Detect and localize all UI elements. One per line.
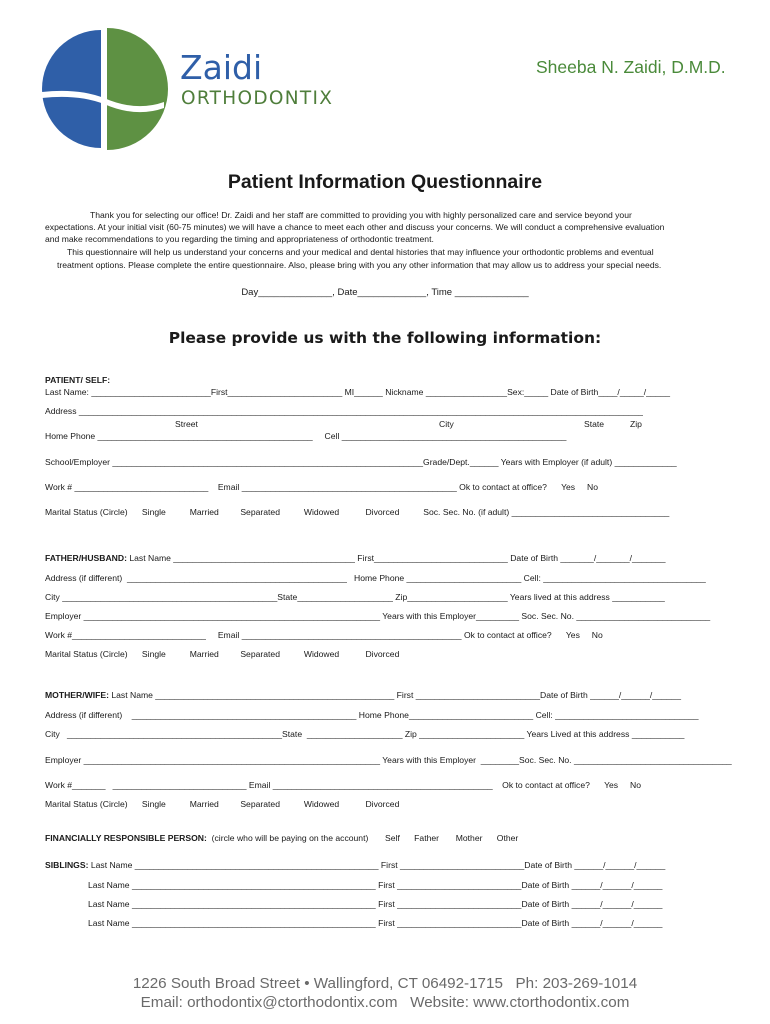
address-zip-label: Zip <box>630 419 642 429</box>
patient-marital-row[interactable]: Marital Status (Circle) Single Married Separated Widowed Divorced Soc. Sec. No. (if adult) _________________________________ <box>45 507 670 517</box>
address-street-label: Street <box>175 419 198 429</box>
address-city-label: City <box>439 419 454 429</box>
sibling-row-4[interactable]: Last Name ___________________________________________________ First __________________________Date of Birth ______/______/______ <box>88 918 663 928</box>
patient-work-row[interactable]: Work # ____________________________ Email _____________________________________________ Ok to contact at office? Yes No <box>45 482 599 492</box>
father-heading: FATHER/HUSBAND: <box>45 553 127 563</box>
mother-name-fields[interactable]: Last Name __________________________________________________ First __________________________Date of Birth ______/______/______ <box>108 690 681 700</box>
patient-name-row[interactable]: Last Name: _________________________First________________________ MI______ Nickname _________________Sex:_____ Date of Birth____/_____/_____ <box>45 387 671 397</box>
financial-heading: FINANCIALLY RESPONSIBLE PERSON: <box>45 833 207 843</box>
patient-phone-row[interactable]: Home Phone _____________________________________________ Cell _______________________________________________ <box>45 431 567 441</box>
intro-line-4: This questionnaire will help us understand your concerns and your medical and dental histories that may influence your orthodontic problems and eventual <box>67 247 654 257</box>
siblings-heading: SIBLINGS: <box>45 860 89 870</box>
footer-address: 1226 South Broad Street • Wallingford, CT 06492-1715 Ph: 203-269-1014 <box>132 975 638 992</box>
father-city-row[interactable]: City _____________________________________________State____________________ Zip_____________________ Years lived at this address ___________ <box>45 592 665 602</box>
patient-heading: PATIENT/ SELF: <box>45 375 111 385</box>
father-employer-row[interactable]: Employer ______________________________________________________________ Years with this Employer_________ Soc. Sec. No. ____________________________ <box>45 611 711 621</box>
mother-address-row[interactable]: Address (if different) _______________________________________________ Home Phone__________________________ Cell: ______________________________ <box>45 710 699 720</box>
financial-row[interactable] <box>45 833 518 844</box>
logo-green-half <box>107 28 168 150</box>
father-address-row[interactable]: Address (if different) ______________________________________________ Home Phone ________________________ Cell: __________________________________ <box>45 573 706 583</box>
logo-blue-half <box>42 30 101 148</box>
father-name-fields[interactable]: Last Name ______________________________________ First____________________________ Date of Birth _______/_______/_______ <box>126 553 666 563</box>
page-title: Patient Information Questionnaire <box>227 171 543 193</box>
mother-marital-row[interactable]: Marital Status (Circle) Single Married Separated Widowed Divorced <box>45 799 400 809</box>
day-date-time-field[interactable]: Day______________, Date_____________, Time ______________ <box>241 287 529 298</box>
mother-heading: MOTHER/WIFE: <box>45 690 109 700</box>
father-marital-row[interactable]: Marital Status (Circle) Single Married Separated Widowed Divorced <box>45 649 400 659</box>
sibling-fields[interactable]: Last Name ___________________________________________________ First __________________________Date of Birth ______/______/______ <box>88 860 666 870</box>
sibling-row-1[interactable] <box>45 860 665 871</box>
mother-name-row[interactable] <box>45 690 681 701</box>
patient-school-row[interactable]: School/Employer _________________________________________________________________Grade/Dept.______ Years with Employer (if adult) _____________ <box>45 457 677 467</box>
brand-name: Zaidi <box>180 48 263 87</box>
father-name-row[interactable] <box>45 553 666 564</box>
section-subheading: Please provide us with the following information: <box>168 329 602 347</box>
intro-line-1: Thank you for selecting our office! Dr. Zaidi and her staff are committed to providing you with highly personalized care and service beyond your <box>90 210 632 220</box>
sibling-row-3[interactable]: Last Name ___________________________________________________ First __________________________Date of Birth ______/______/______ <box>88 899 663 909</box>
patient-address-row[interactable]: Address ______________________________________________________________________________________________________________________ <box>45 406 643 416</box>
intro-line-2: expectations. At your initial visit (60-75 minutes) we will have a chance to meet each other and discuss your concerns. We will conduct a comprehensive evaluation <box>45 222 665 232</box>
footer-contact: Email: orthodontix@ctorthodontix.com Website: www.ctorthodontix.com <box>140 994 630 1011</box>
financial-options[interactable]: (circle who will be paying on the account) Self Father Mother Other <box>206 833 519 843</box>
mother-work-row[interactable]: Work #_______ ____________________________ Email ______________________________________________ Ok to contact at office? Yes No <box>45 780 642 790</box>
father-work-row[interactable]: Work #____________________________ Email ______________________________________________ Ok to contact at office? Yes No <box>45 630 603 640</box>
mother-city-row[interactable]: City _____________________________________________State ____________________ Zip ______________________ Years Lived at this address ___________ <box>45 729 685 739</box>
sibling-row-2[interactable]: Last Name ___________________________________________________ First __________________________Date of Birth ______/______/______ <box>88 880 663 890</box>
zaidi-logo <box>38 26 168 152</box>
doctor-name: Sheeba N. Zaidi, D.M.D. <box>536 57 726 77</box>
intro-line-5: treatment options. Please complete the entire questionnaire. Also, please bring with you any other information that may allow us to address your special needs. <box>57 260 662 270</box>
intro-line-3: and make recommendations to you regarding the timing and appropriateness of orthodontic treatment. <box>45 234 434 244</box>
address-state-label: State <box>584 419 605 429</box>
brand-subtitle: ORTHODONTIX <box>181 88 334 109</box>
mother-employer-row[interactable]: Employer ______________________________________________________________ Years with this Employer ________Soc. Sec. No. _________________________________ <box>45 755 732 765</box>
